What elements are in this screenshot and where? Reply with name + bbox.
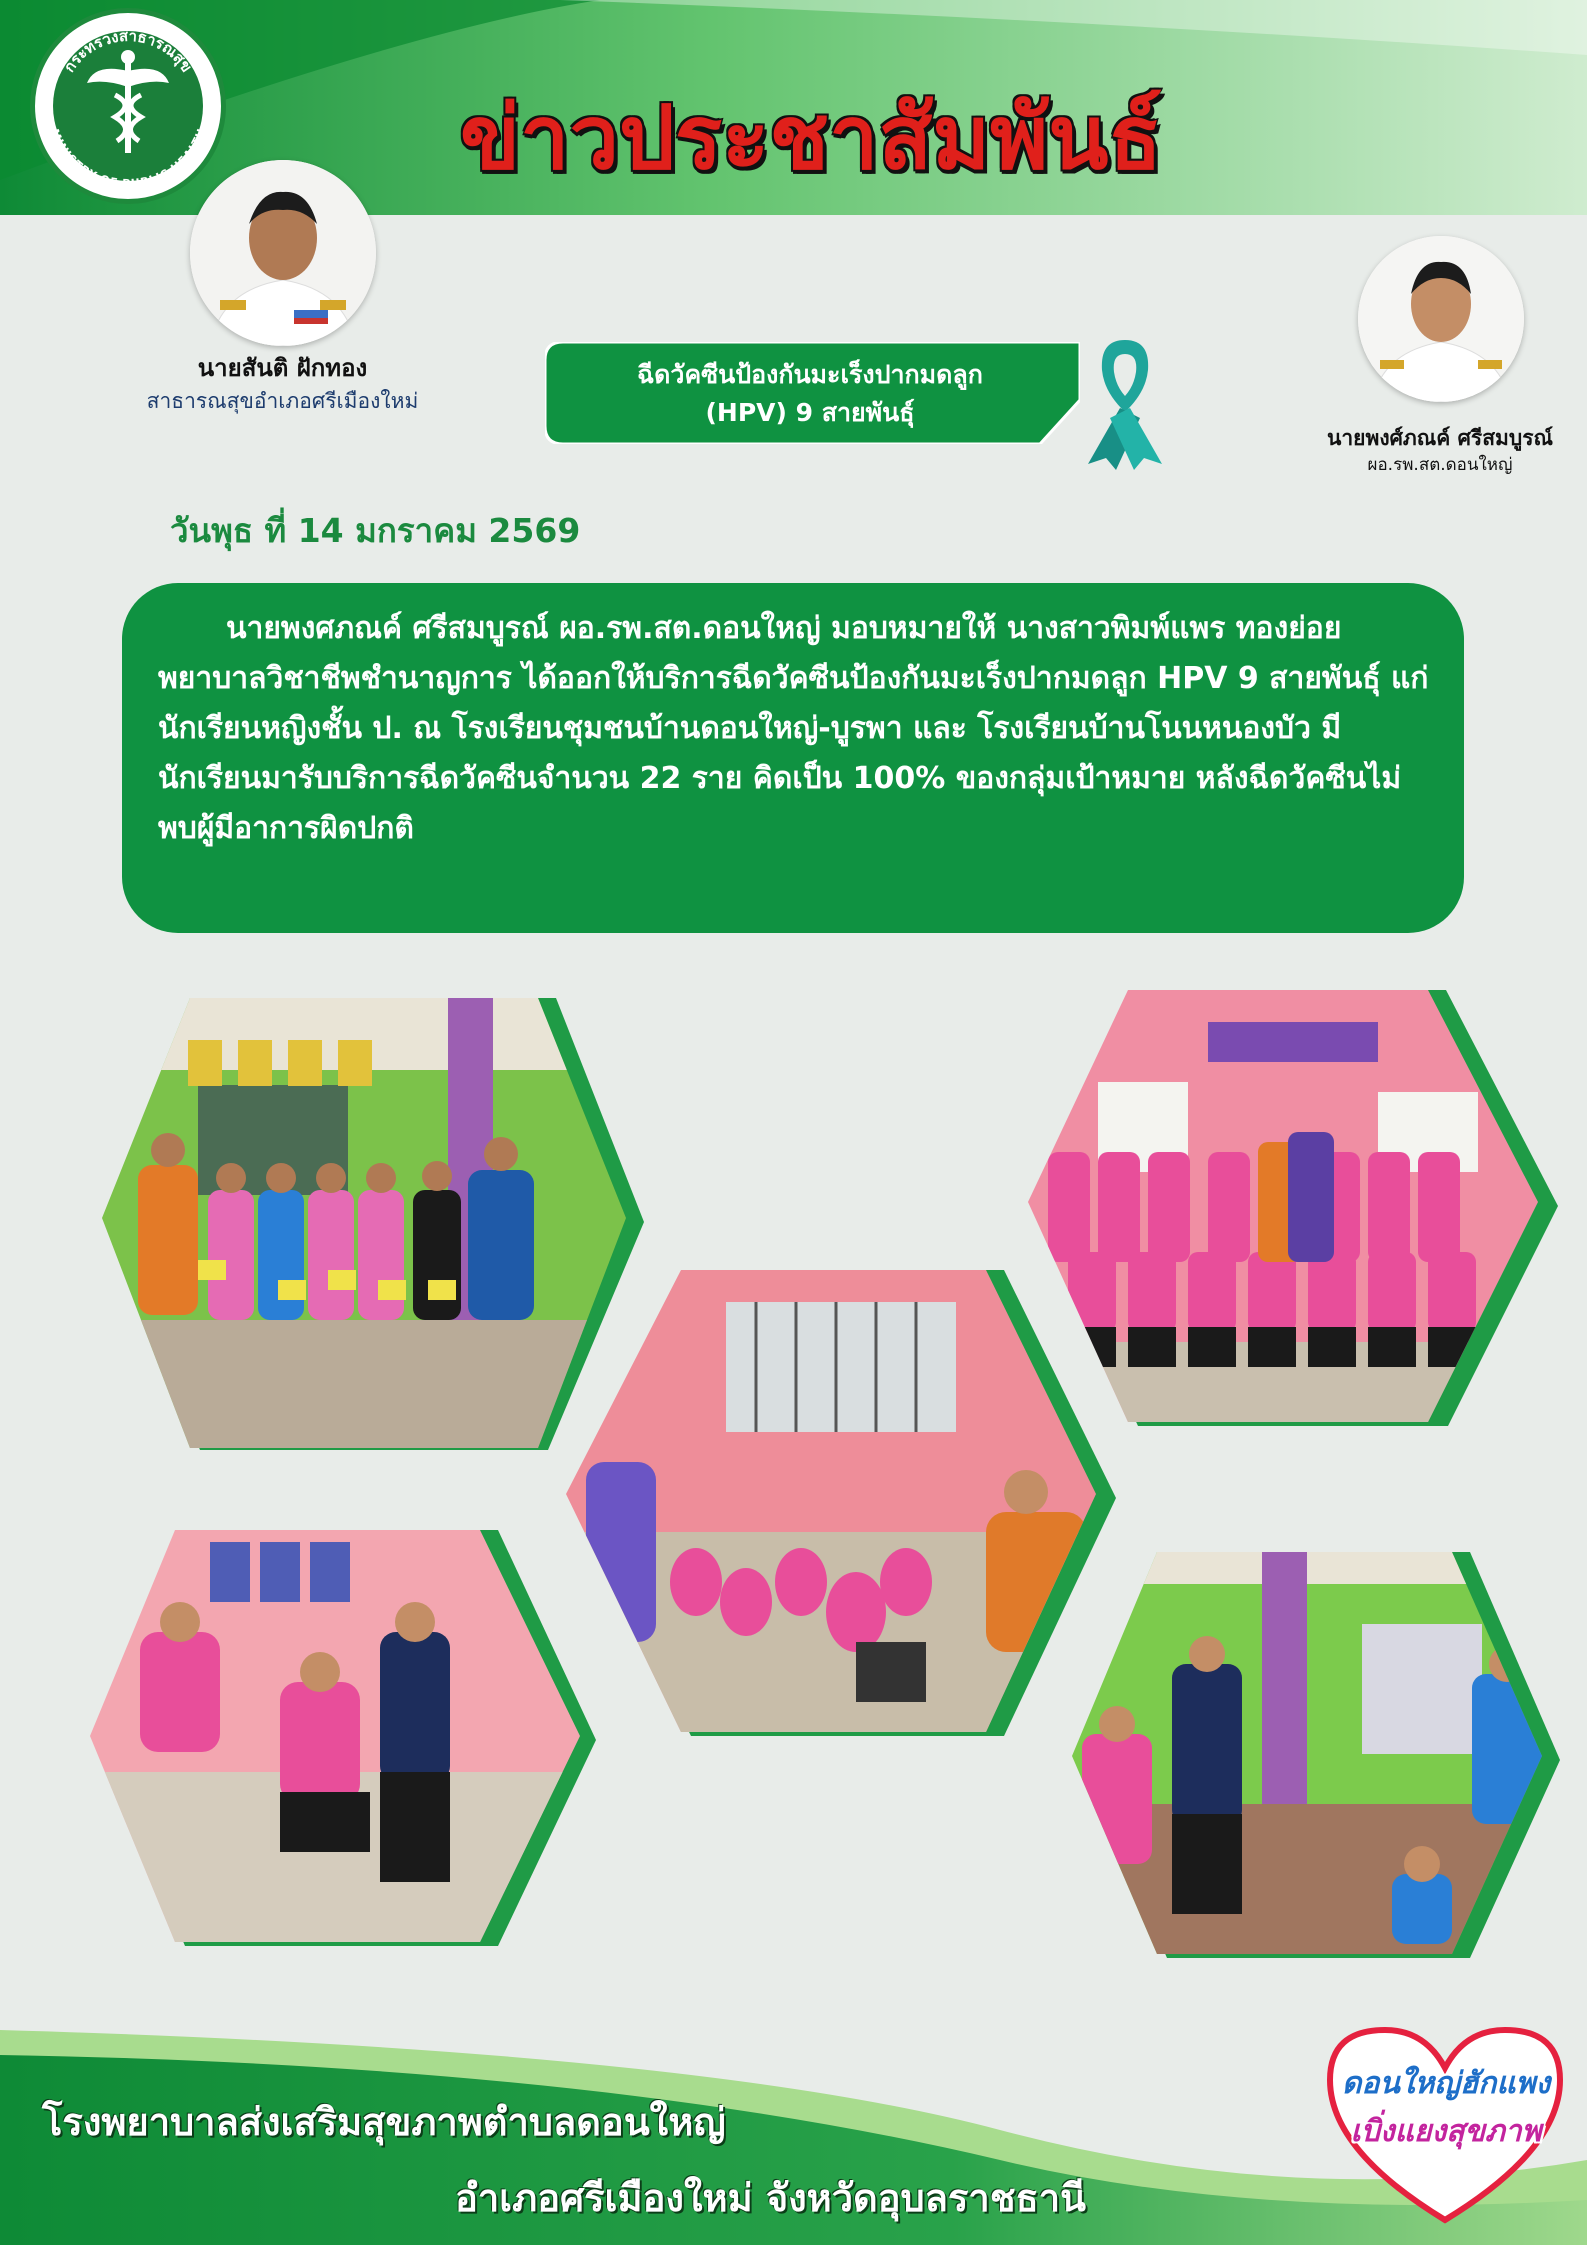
summary-text: นายพงศภณค์ ศรีสมบูรณ์ ผอ.รพ.สต.ดอนใหญ่ มอบหมายให้ นางสาวพิมพ์แพร ทองย่อย พยาบาลวิชาชีพชำนาญการ ได้ออกให้บริการฉีดวัคซีนป้องกันมะเร็งปากมดลูก HPV 9 สายพันธุ์ แก่นักเรียนหญิงชั้น ป. ณ โรงเรียนชุมชนบ้านดอนใหญ่-บูรพา และ โรงเรียนบ้านโนนหนองบัว มีนักเรียนมารับบริการฉีดวัคซีนจำนวน 22 ราย คิดเป็น 100% ของกลุ่มเป้าหมาย หลังฉีดวัคซีนไม่พบผู้มีอาการผิดปกติ (158, 611, 1429, 846)
person-role-1: สาธารณสุขอำเภอศรีเมืองใหม่ (146, 389, 419, 413)
ministry-logo (30, 8, 226, 204)
photo-vaccination-seated (80, 1522, 600, 1952)
photo-vaccination-classroom (556, 1262, 1126, 1742)
page-title: ข่าวประชาสัมพันธ์ (460, 86, 1163, 189)
portrait-district-health-officer (190, 160, 376, 346)
topic-text (560, 356, 1060, 436)
person-name-2: นายพงศ์ภณค์ ศรีสมบูรณ์ (1327, 426, 1553, 450)
portrait-health-center-director (1358, 236, 1524, 402)
photo-vaccination-hall (1062, 1544, 1562, 1974)
logo-text-bottom: MINISTRY OF PUBLIC HEALTH (47, 127, 209, 191)
caduceus-icon (87, 50, 169, 153)
awareness-ribbon-icon (1080, 332, 1170, 472)
footer-organization: โรงพยาบาลส่งเสริมสุขภาพตำบลดอนใหญ่ (42, 2100, 726, 2144)
topic-line-1: ฉีดวัคซีนป้องกันมะเร็งปากมดลูก (637, 360, 983, 389)
person-role-2: ผอ.รพ.สต.ดอนใหญ่ (1367, 455, 1513, 475)
badge-text-1: ดอนใหญ่ฮักแพง (1341, 2066, 1551, 2101)
logo-text-top: กระทรวงสาธารณสุข (60, 26, 196, 76)
badge-text-2: เบิ่งแยงสุขภาพ (1350, 2114, 1542, 2149)
footer-location: อำเภอศรีเมืองใหม่ จังหวัดอุบลราชธานี (455, 2176, 1087, 2220)
event-date: วันพุธ ที่ 14 มกราคม 2569 (170, 511, 581, 550)
person-name-1: นายสันติ ฝักทอง (197, 354, 368, 382)
topic-line-2: (HPV) 9 สายพันธุ์ (705, 398, 915, 427)
